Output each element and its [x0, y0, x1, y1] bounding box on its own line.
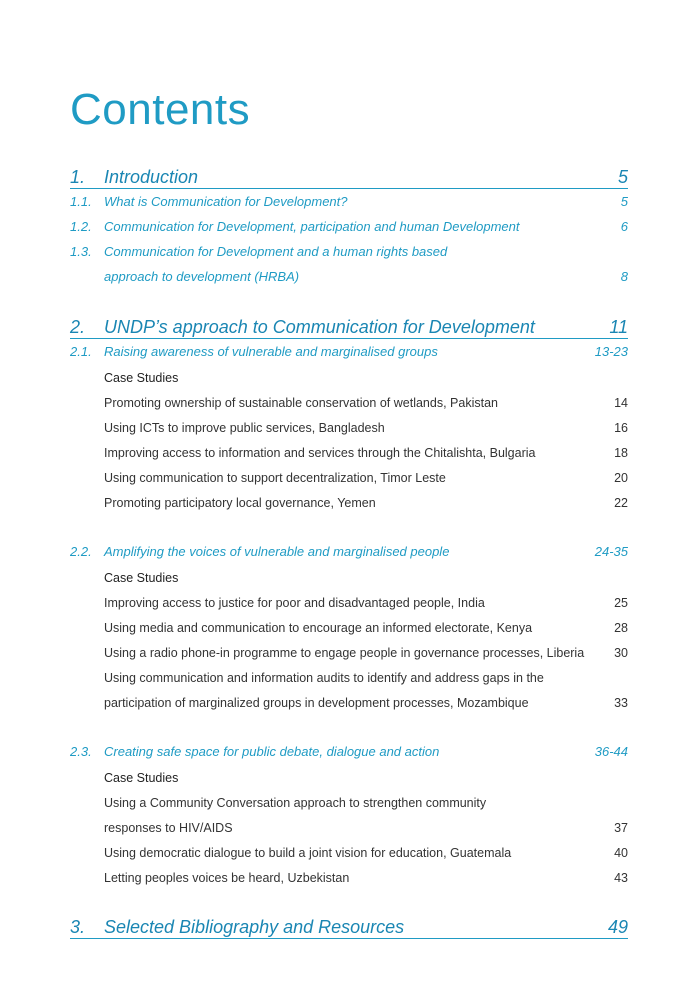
- toc-section-1[interactable]: [70, 166, 628, 189]
- case-study-label: Using communication to support decentralization, Timor Leste: [104, 471, 446, 485]
- case-study-label-continued: responses to HIV/AIDS: [104, 821, 233, 835]
- toc-subsection-2-3[interactable]: [70, 744, 628, 760]
- case-study-page: 37: [614, 821, 628, 835]
- case-study-page: 16: [614, 421, 628, 435]
- subsection-page: 24-35: [594, 544, 628, 559]
- section-page: 11: [609, 317, 628, 337]
- toc-subsection-1-3-continued[interactable]: [70, 269, 628, 285]
- subsection-label: Creating safe space for public debate, dialogue and action: [104, 744, 440, 759]
- case-studies-heading: Case Studies: [104, 571, 179, 585]
- case-study-label: Using democratic dialogue to build a joint vision for education, Guatemala: [104, 846, 512, 860]
- case-study-label: Using a radio phone-in programme to engage people in governance processes, Liberia: [104, 646, 585, 660]
- subsection-label: Raising awareness of vulnerable and marginalised groups: [104, 344, 438, 359]
- case-study-label: Improving access to justice for poor and disadvantaged people, India: [104, 596, 485, 610]
- toc-subsection-1-2[interactable]: [70, 219, 628, 235]
- subsection-label: What is Communication for Development?: [104, 194, 348, 209]
- toc-subsection-1-3[interactable]: [70, 244, 628, 260]
- subsection-number: 2.2.: [70, 544, 92, 559]
- case-study-label: Using media and communication to encourage an informed electorate, Kenya: [104, 621, 533, 635]
- subsection-page: 36-44: [594, 744, 628, 759]
- subsection-label: Communication for Development, participation and human Development: [104, 219, 520, 234]
- case-study-page: 20: [614, 471, 628, 485]
- case-studies-heading: Case Studies: [104, 371, 179, 385]
- subsection-page: 6: [620, 219, 628, 234]
- toc-subsection-1-1[interactable]: [70, 194, 628, 210]
- section-number: 1.: [70, 167, 86, 187]
- subsection-number: 1.1.: [70, 194, 92, 209]
- case-studies-heading: Case Studies: [104, 771, 179, 785]
- subsection-label: Communication for Development and a human rights based: [104, 244, 448, 259]
- case-study-page: 30: [614, 646, 628, 660]
- subsection-number: 1.3.: [70, 244, 92, 259]
- case-study-label-continued: participation of marginalized groups in development processes, Mozambique: [104, 696, 529, 710]
- toc-subsection-2-1[interactable]: [70, 344, 628, 360]
- page-title: Contents: [70, 85, 251, 134]
- section-label: UNDP’s approach to Communication for Development: [104, 317, 535, 337]
- section-label: Introduction: [104, 167, 199, 187]
- section-page: 49: [607, 917, 628, 937]
- case-study-label: Using ICTs to improve public services, Bangladesh: [104, 421, 385, 435]
- case-study-page: 22: [614, 496, 628, 510]
- subsection-number: 2.1.: [70, 344, 92, 359]
- case-study-label: Letting peoples voices be heard, Uzbekistan: [104, 871, 350, 885]
- case-study-label: Promoting ownership of sustainable conservation of wetlands, Pakistan: [104, 396, 498, 410]
- toc-section-3[interactable]: [70, 916, 628, 939]
- case-study-page: 18: [614, 446, 628, 460]
- case-study-label: Promoting participatory local governance, Yemen: [104, 496, 376, 510]
- subsection-number: 2.3.: [70, 744, 92, 759]
- case-study-page: 14: [614, 396, 628, 410]
- toc-subsection-2-2[interactable]: [70, 544, 628, 560]
- section-number: 3.: [70, 917, 86, 937]
- case-study-label: Improving access to information and services through the Chitalishta, Bulgaria: [104, 446, 536, 460]
- case-study-page: 40: [614, 846, 628, 860]
- case-study-page: 33: [614, 696, 628, 710]
- subsection-page: 13-23: [594, 344, 628, 359]
- case-study-page: 43: [614, 871, 628, 885]
- case-study-page: 28: [614, 621, 628, 635]
- toc-section-2[interactable]: [70, 316, 628, 339]
- case-study-label: Using a Community Conversation approach to strengthen community: [104, 796, 487, 810]
- section-label: Selected Bibliography and Resources: [104, 917, 405, 937]
- case-study-page: 25: [614, 596, 628, 610]
- subsection-page: 8: [620, 269, 628, 284]
- subsection-page: 5: [620, 194, 628, 209]
- subsection-number: 1.2.: [70, 219, 92, 234]
- section-number: 2.: [70, 317, 86, 337]
- case-study-label: Using communication and information audits to identify and address gaps in the: [104, 671, 544, 685]
- subsection-label-continued: approach to development (HRBA): [104, 269, 300, 284]
- section-page: 5: [617, 167, 628, 187]
- subsection-label: Amplifying the voices of vulnerable and marginalised people: [104, 544, 450, 559]
